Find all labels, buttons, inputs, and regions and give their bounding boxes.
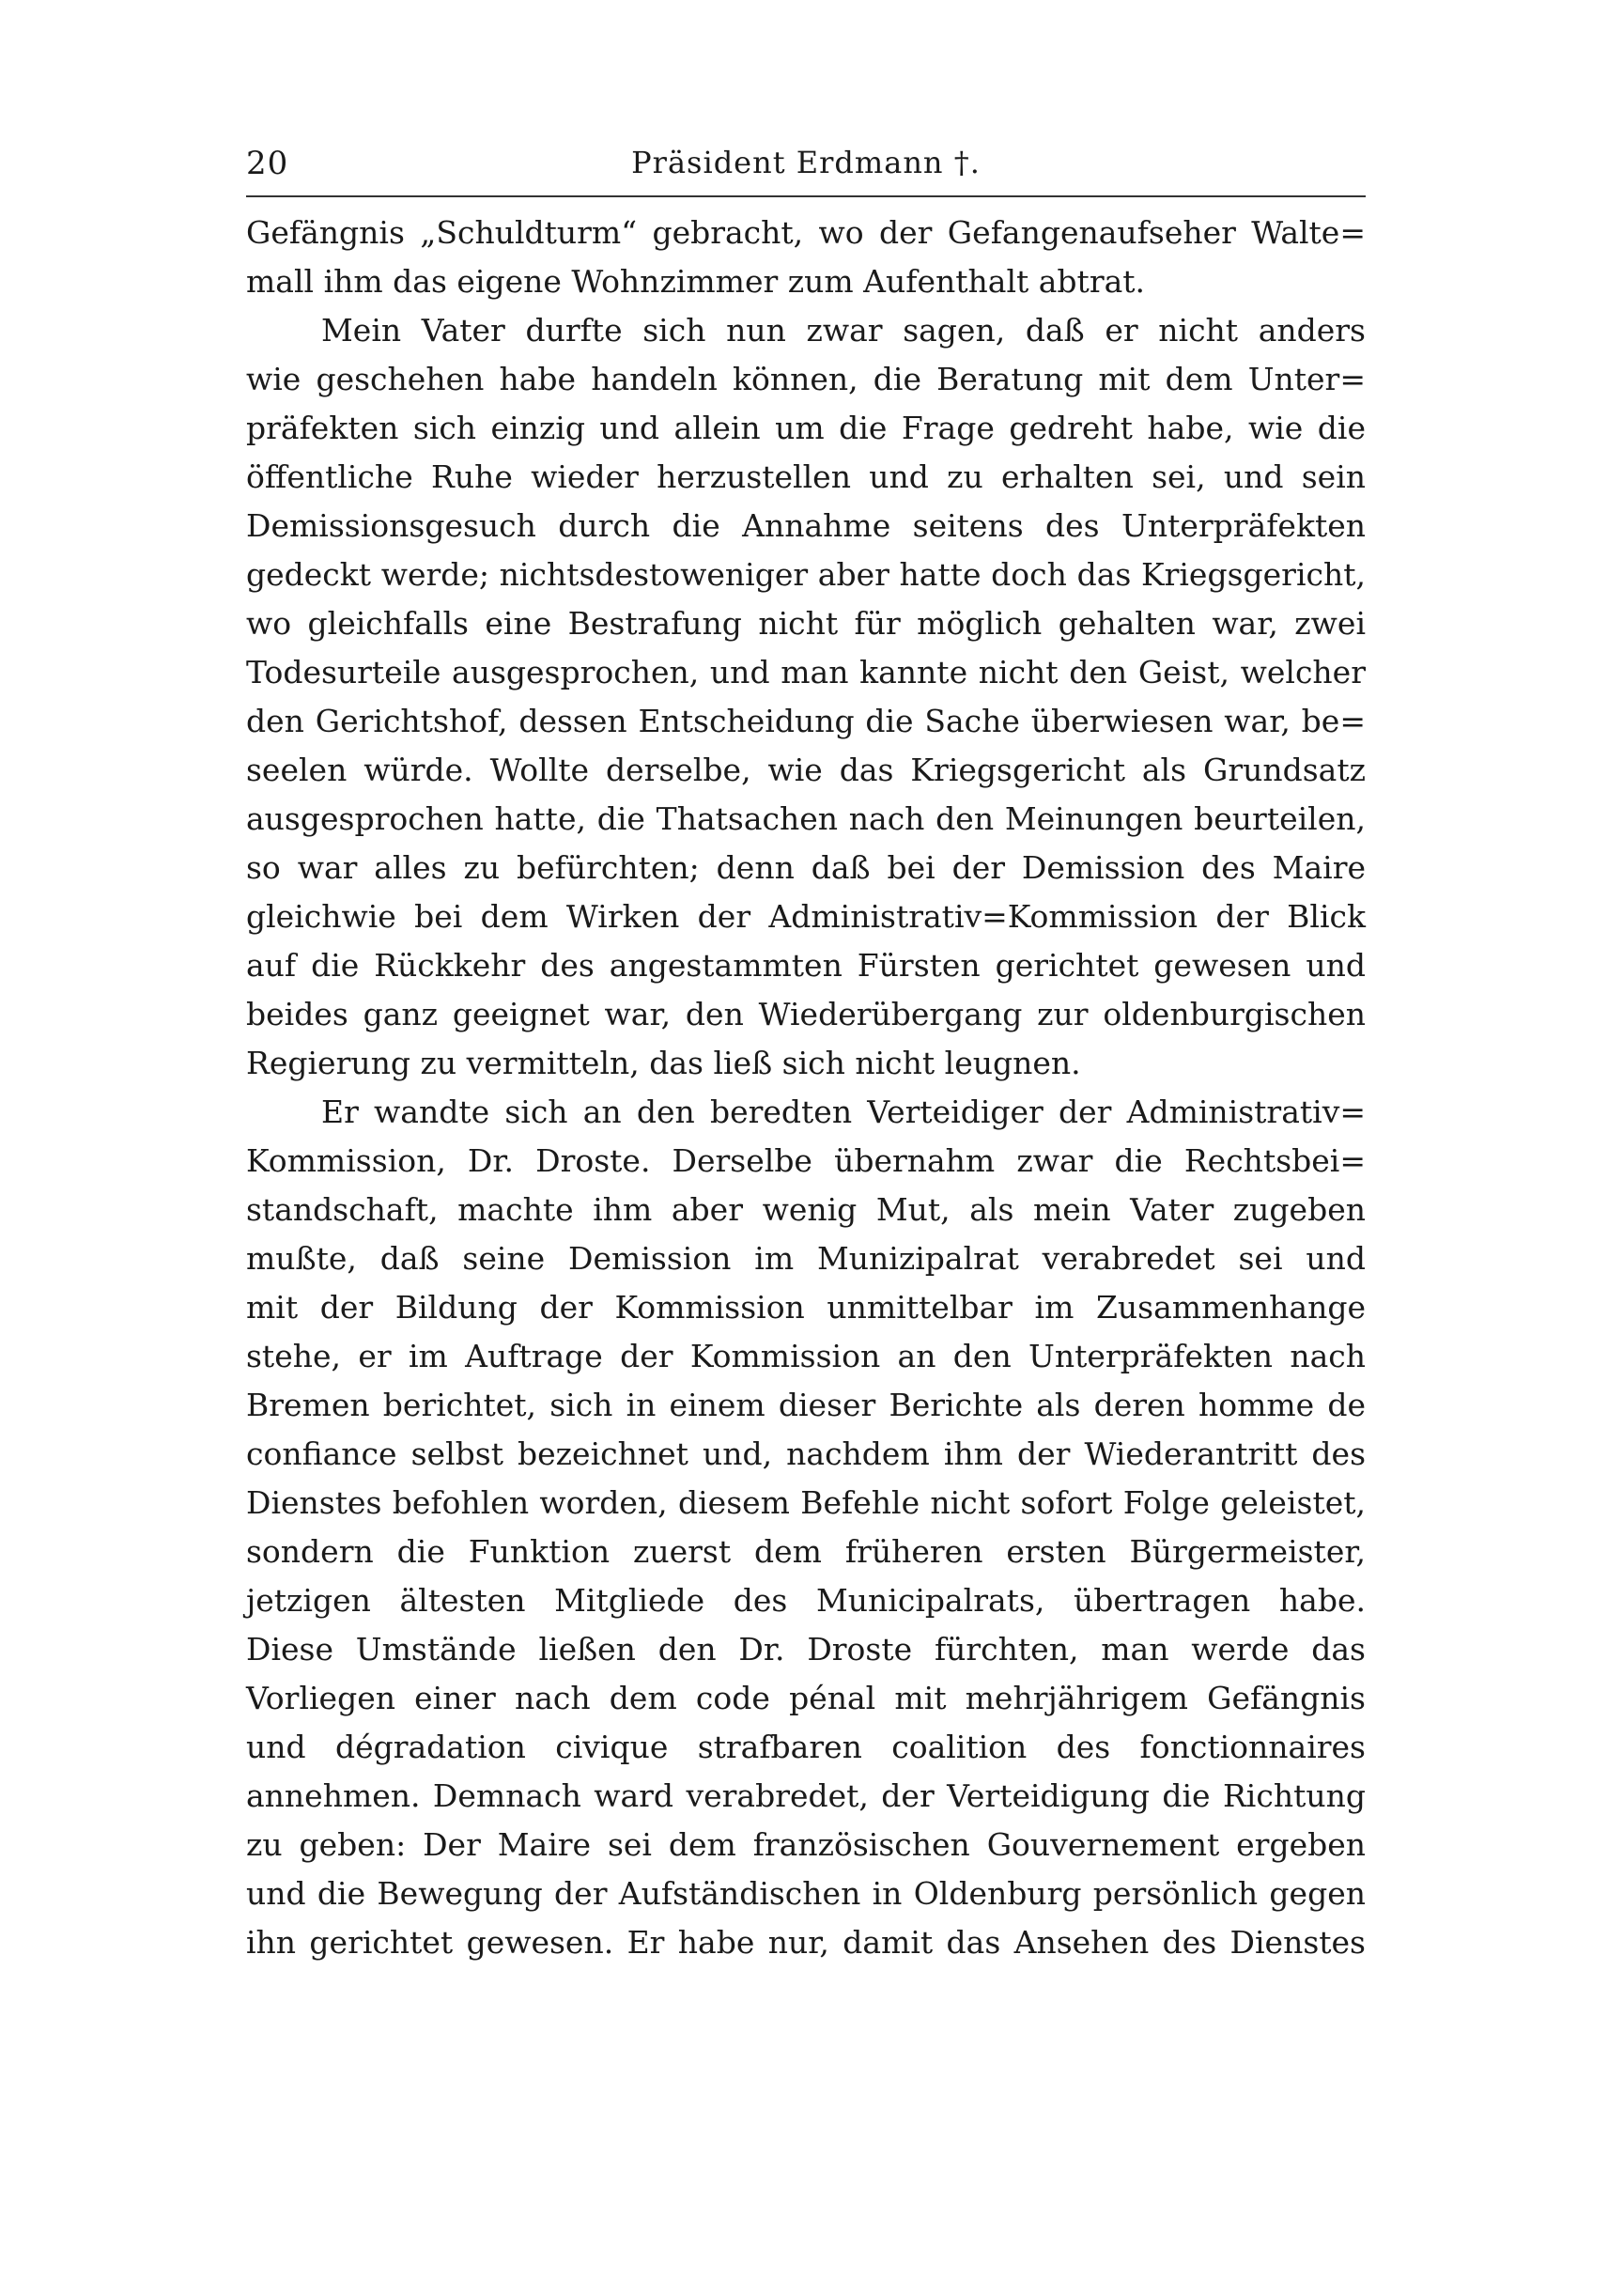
text-line: Vorliegen einer nach dem code pénal mit mehrjährigem Gefängnis [246,1680,1366,1716]
text-line: seelen würde. Wollte derselbe, wie das Kriegsgericht als Grundsatz [246,752,1366,788]
text-line: öffentliche Ruhe wieder herzustellen und zu erhalten sei, und sein [246,458,1366,495]
text-line: zu geben: Der Maire sei dem französischen Gouvernement ergeben [246,1826,1366,1863]
text-line: Dienstes befohlen worden, diesem Befehle nicht sofort Folge geleistet, [246,1484,1366,1521]
body-text [246,209,1366,1967]
text-line: Er wandte sich an den beredten Verteidiger der Administrativ= [321,1094,1366,1130]
text-line: mit der Bildung der Kommission unmittelbar im Zusammenhange [246,1289,1366,1326]
text-line: standschaft, machte ihm aber wenig Mut, als mein Vater zugeben [246,1191,1366,1228]
text-line: sondern die Funktion zuerst dem früheren ersten Bürgermeister, [246,1533,1366,1570]
text-line: präfekten sich einzig und allein um die Frage gedreht habe, wie die [246,410,1366,446]
text-line: stehe, er im Auftrage der Kommission an den Unterpräfekten nach [246,1338,1366,1374]
text-line: und die Bewegung der Aufständischen in Oldenburg persönlich gegen [246,1875,1366,1912]
text-line: den Gerichtshof, dessen Entscheidung die Sache überwiesen war, be= [246,703,1366,739]
text-line: annehmen. Demnach ward verabredet, der Verteidigung die Richtung [246,1777,1366,1814]
text-line: jetzigen ältesten Mitgliede des Municipalrats, übertragen habe. [246,1582,1366,1619]
text-line: mußte, daß seine Demission im Munizipalrat verabredet sei und [246,1240,1366,1277]
text-line: ihn gerichtet gewesen. Er habe nur, damit das Ansehen des Dienstes [246,1924,1366,1961]
running-head: Präsident Erdmann †. [631,145,981,180]
text-line: Bremen berichtet, sich in einem dieser Berichte als deren homme de [246,1387,1366,1423]
text-line: mall ihm das eigene Wohnzimmer zum Aufenthalt abtrat. [246,263,1146,300]
text-line: so war alles zu befürchten; denn daß bei der Demission des Maire [246,849,1366,886]
text-line: und dégradation civique strafbaren coalition des fonctionnaires [246,1729,1366,1765]
text-line: Todesurteile ausgesprochen, und man kannte nicht den Geist, welcher [246,654,1366,690]
text-line: Regierung zu vermitteln, das ließ sich nicht leugnen. [246,1045,1081,1081]
text-line: gleichwie bei dem Wirken der Administrativ=Kommission der Blick [246,898,1366,935]
page-header [246,139,1366,188]
text-line: auf die Rückkehr des angestammten Fürsten gerichtet gewesen und [246,947,1366,984]
text-line: ausgesprochen hatte, die Thatsachen nach den Meinungen beurteilen, [246,800,1366,837]
text-line: wie geschehen habe handeln können, die Beratung mit dem Unter= [246,361,1366,397]
text-line: confiance selbst bezeichnet und, nachdem ihm der Wiederantritt des [246,1435,1366,1472]
text-line: wo gleichfalls eine Bestrafung nicht für möglich gehalten war, zwei [246,605,1366,642]
page-number: 20 [246,145,289,182]
text-line: Gefängnis „Schuldturm“ gebracht, wo der Gefangenaufseher Walte= [246,214,1366,251]
text-line: gedeckt werde; nichtsdestoweniger aber hatte doch das Kriegsgericht, [246,556,1366,593]
text-line: Kommission, Dr. Droste. Derselbe übernahm zwar die Rechtsbei= [246,1142,1366,1179]
header-rule [246,195,1366,197]
text-line: beides ganz geeignet war, den Wiederübergang zur oldenburgischen [246,996,1366,1032]
text-line: Mein Vater durfte sich nun zwar sagen, daß er nicht anders [321,312,1366,349]
text-line: Diese Umstände ließen den Dr. Droste fürchten, man werde das [246,1631,1366,1668]
text-line: Demissionsgesuch durch die Annahme seitens des Unterpräfekten [246,507,1366,544]
